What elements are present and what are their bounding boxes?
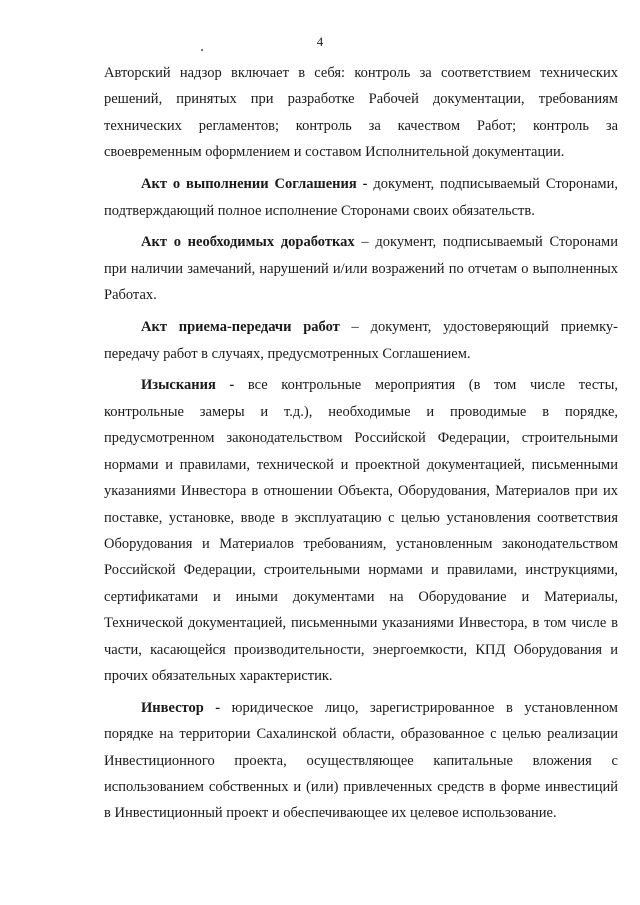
page-number: 4 — [316, 34, 324, 49]
paragraph-text: документ, подписываемый Сторонами, подтверждающий полное исполнение Сторонами своих обязательств. — [104, 176, 618, 219]
paragraph-act-work-acceptance — [104, 314, 618, 367]
paragraph-term: Акт о необходимых доработках — [141, 234, 355, 251]
paragraph-surveys — [104, 372, 618, 689]
paragraph-term: Акт приема-передачи работ — [141, 319, 340, 336]
paragraph-term: Инвестор - — [141, 699, 221, 716]
paragraph-term: Акт о выполнении Соглашения - — [141, 176, 368, 193]
paragraph-text: юридическое лицо, зарегистрированное в установленном порядке на территории Сахалинской области, образованное с целью реализации Инвестиционного проекта, осуществляющее капитальные вложения с использованием собственных и (или) привлеченных средств в форме инвестиций в Инвестиционный проект и обеспечивающее их целевое использование. — [104, 699, 618, 822]
paragraph-text: – документ, удостоверяющий приемку-передачу работ в случаях, предусмотренных Соглашением. — [104, 319, 618, 362]
paragraph-text: все контрольные мероприятия (в том числе тесты, контрольные замеры и т.д.), необходимые и проводимые в порядке, предусмотренном законодательством Российской Федерации, строительными нормами и правилами, технической и проектной документацией, письменными указаниями Инвестора в отношении Объекта, Оборудования, Материалов при их поставке, установке, вводе в эксплуатацию с целью установления соответствия Оборудования и Материалов требованиям, установленным законодательством Российской Федерации, строительными нормами и правилами, инструкциями, сертификатами и иными документами на Оборудование и Материалы, Технической документацией, письменными указаниями Инвестора, в том числе в части, касающейся производительности, энергоемкости, КПД Оборудования и прочих обязательных характеристик. — [104, 377, 618, 684]
paragraph-investor — [104, 695, 618, 827]
paragraph-text: – документ, подписываемый Сторонами при наличии замечаний, нарушений и/или возражений по отчетам о выполненных Работах. — [104, 234, 618, 304]
paragraph-act-agreement-completion — [104, 171, 618, 224]
paragraph-term: Изыскания - — [141, 377, 235, 394]
document-body — [104, 60, 618, 832]
paragraph-text: Авторский надзор включает в себя: контроль за соответствием технических решений, принятых при разработке Рабочей документации, требованиям технических регламентов; контроль за качеством Работ; контроль за своевременным оформлением и составом Исполнительной документации. — [104, 65, 618, 161]
paragraph-author-supervision — [104, 60, 618, 166]
paragraph-act-required-improvements — [104, 229, 618, 308]
